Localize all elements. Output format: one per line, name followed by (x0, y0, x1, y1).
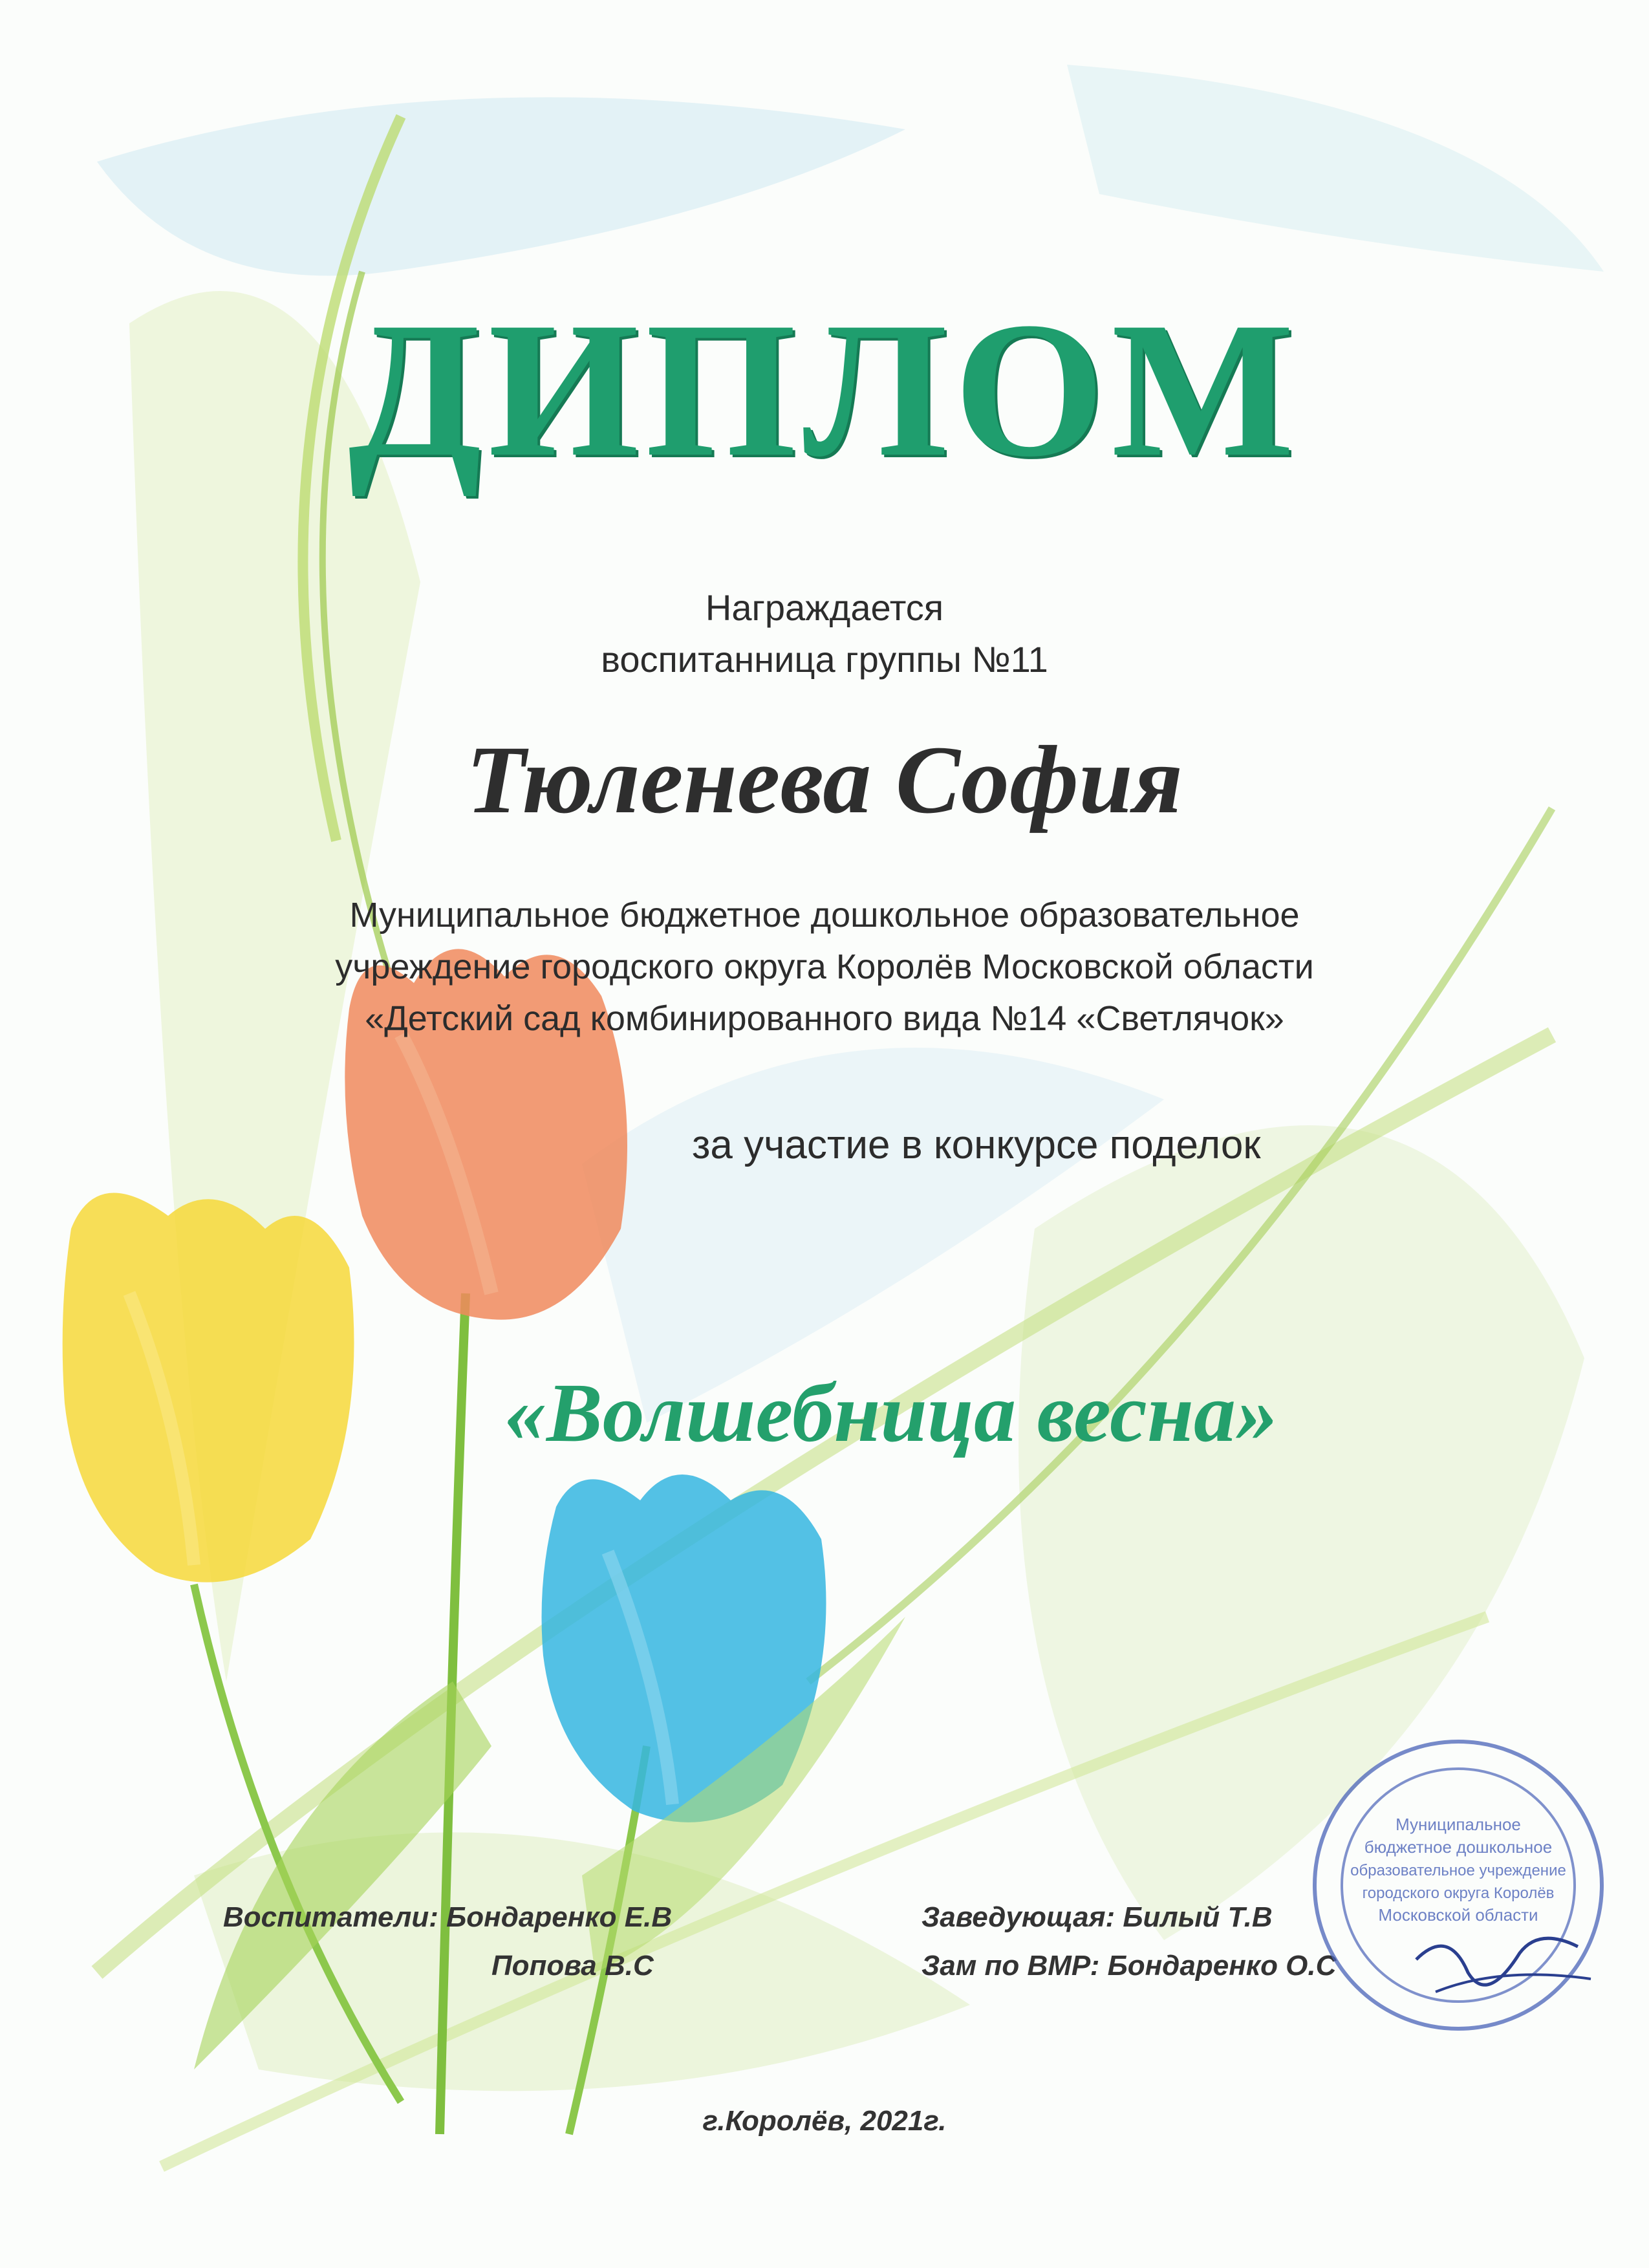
contest-name: «Волшебница весна» (504, 1366, 1278, 1460)
official-stamp (1306, 1733, 1610, 2037)
deputy-label: Зам по ВМР: (921, 1950, 1100, 1982)
awarded-text (0, 582, 1649, 686)
org-line-3: «Детский сад комбинированного вида №14 «Светлячок» (365, 999, 1284, 1038)
org-line-2: учреждение городского округа Королёв Московской области (335, 947, 1314, 986)
place-date: г.Королёв, 2021г. (702, 2105, 947, 2137)
award-reason: за участие в конкурсе поделок (692, 1123, 1261, 1167)
teacher-1: Бондаренко Е.В (446, 1901, 673, 1933)
svg-text:городского округа Королёв: городского округа Королёв (1362, 1885, 1555, 1902)
awarded-line-2: воспитанница группы №11 (601, 639, 1048, 680)
head-signature (921, 1901, 1273, 1934)
svg-text:образовательное учреждение: образовательное учреждение (1350, 1862, 1566, 1879)
diploma-title: ДИПЛОМ (348, 282, 1301, 497)
teacher-2: Попова В.С (491, 1950, 654, 1982)
teachers-label: Воспитатели: (223, 1901, 438, 1933)
organization-block (0, 889, 1649, 1044)
svg-text:Муниципальное: Муниципальное (1396, 1815, 1521, 1834)
org-line-1: Муниципальное бюджетное дошкольное образовательное (349, 896, 1300, 934)
head-name: Билый Т.В (1123, 1901, 1273, 1933)
awarded-line-1: Награждается (705, 587, 944, 628)
recipient-name: Тюленева София (466, 726, 1183, 834)
svg-text:Московской области: Московской области (1378, 1905, 1538, 1925)
deputy-signature (921, 1950, 1336, 1982)
teachers-signature (223, 1901, 672, 1934)
svg-text:бюджетное дошкольное: бюджетное дошкольное (1364, 1837, 1553, 1857)
head-label: Заведующая: (921, 1901, 1116, 1933)
deputy-name: Бондаренко О.С (1107, 1950, 1337, 1982)
